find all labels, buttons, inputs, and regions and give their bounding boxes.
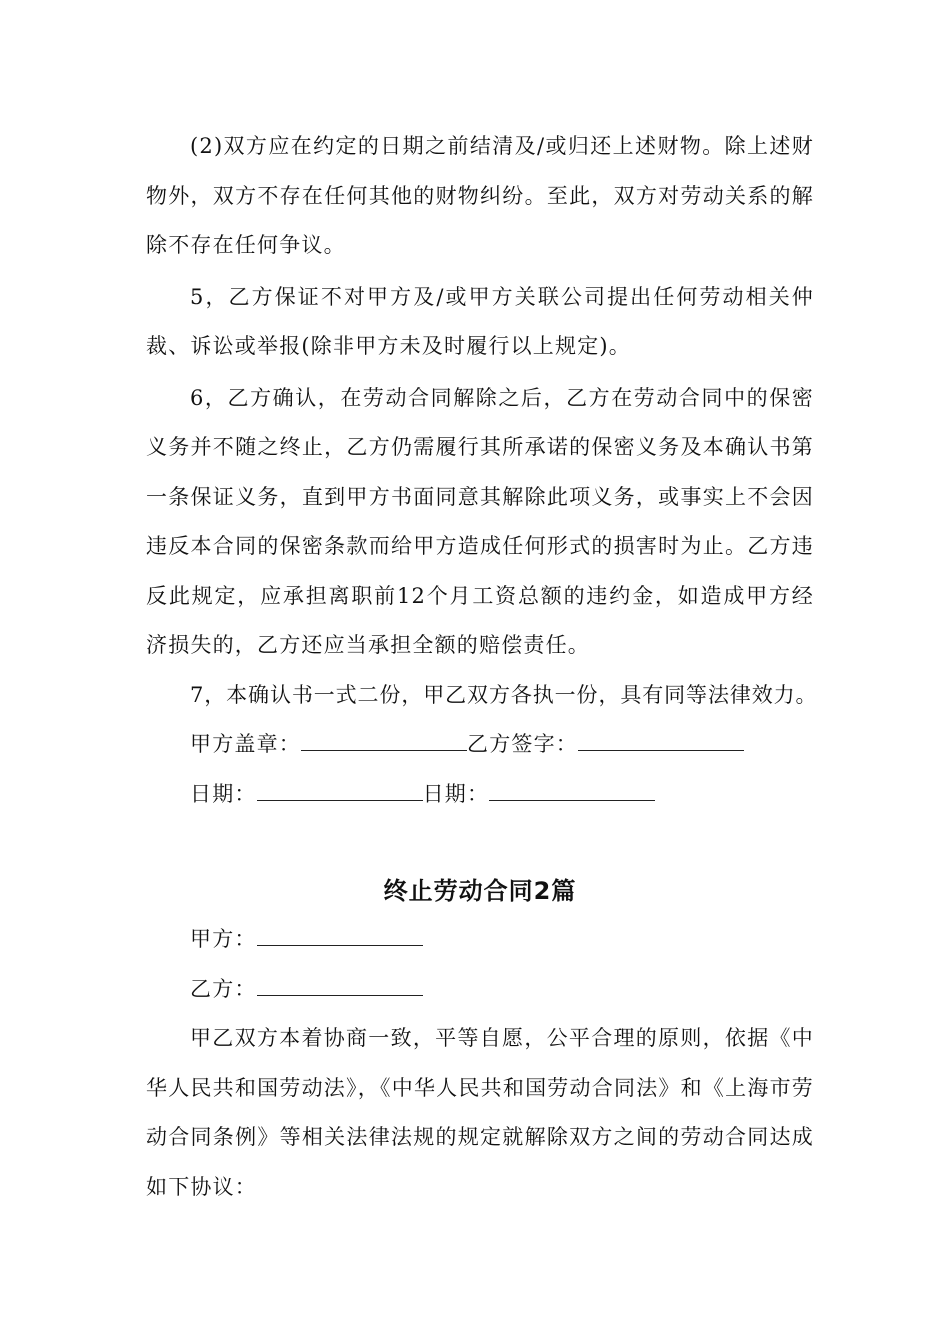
date-blank-1[interactable] [257, 782, 423, 801]
paragraph-clause-5: 5，乙方保证不对甲方及/或甲方关联公司提出任何劳动相关仲裁、诉讼或举报(除非甲方未及时履行以上规定)。 [146, 284, 814, 358]
intro-paragraph: 甲乙双方本着协商一致，平等自愿，公平合理的原则，依据《中华人民共和国劳动法》，《中华人民共和国劳动合同法》和《上海市劳动合同条例》等相关法律法规的规定就解除双方之间的劳动合同达成如下协议： [146, 1026, 814, 1199]
paragraph-item-2: (2)双方应在约定的日期之前结清及/或归还上述财物。除上述财物外，双方不存在任何其他的财物纠纷。至此，双方对劳动关系的解除不存在任何争议。 [146, 134, 814, 257]
party-a-seal-blank[interactable] [301, 732, 467, 751]
party-b-label: 乙方： [190, 976, 257, 1001]
party-a-seal-label: 甲方盖章： [190, 732, 301, 756]
party-a-label: 甲方： [190, 927, 257, 951]
signature-row [146, 720, 814, 770]
section-title: 终止劳动合同2篇 [383, 877, 577, 905]
document-content [146, 122, 818, 1212]
date-row [146, 770, 814, 820]
date-label-2: 日期： [422, 781, 490, 806]
party-b-sign-blank[interactable] [578, 732, 744, 751]
party-b-row [146, 965, 814, 1015]
date-label-1: 日期： [190, 781, 257, 806]
paragraph-clause-6: 6，乙方确认，在劳动合同解除之后，乙方在劳动合同中的保密义务并不随之终止，乙方仍需履行其所承诺的保密义务及本确认书第一条保证义务，直到甲方书面同意其解除此项义务，或事实上不会因违反本合同的保密条款而给甲方造成任何形式的损害时为止。乙方违反此规定，应承担离职前12个月工资总额的违约金，如造成甲方经济损失的，乙方还应当承担全额的赔偿责任。 [146, 385, 814, 657]
party-a-row [146, 915, 814, 965]
party-b-sign-label: 乙方签字： [467, 732, 578, 756]
party-a-blank[interactable] [257, 927, 423, 946]
party-b-blank[interactable] [257, 977, 423, 996]
paragraph-clause-7: 7，本确认书一式二份，甲乙双方各执一份，具有同等法律效力。 [190, 682, 818, 707]
date-blank-2[interactable] [489, 782, 655, 801]
